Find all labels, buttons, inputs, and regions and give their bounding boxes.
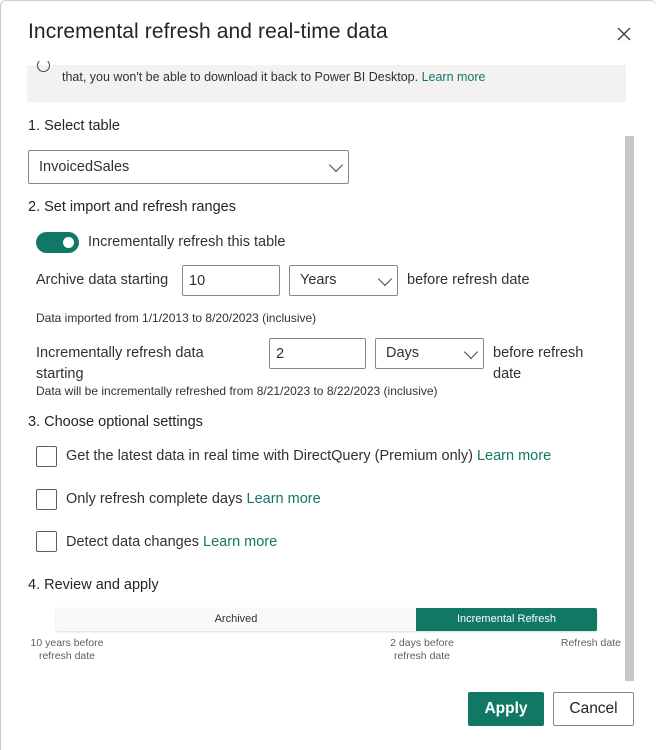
- section-select-table-heading: 1. Select table: [28, 118, 120, 134]
- archive-value-input[interactable]: [182, 265, 280, 296]
- incremental-suffix-line2: date: [493, 366, 522, 382]
- section-ranges-heading: 2. Set import and refresh ranges: [28, 199, 236, 215]
- archive-unit-value: Years: [300, 272, 337, 288]
- timeline-archived-segment: Archived: [56, 608, 416, 631]
- incremental-unit-dropdown[interactable]: [375, 338, 484, 369]
- vertical-scrollbar[interactable]: [625, 136, 634, 681]
- timeline-end-marker: Refresh date: [560, 637, 621, 649]
- close-button[interactable]: [613, 23, 635, 45]
- info-banner: [27, 65, 626, 102]
- close-icon: [613, 23, 635, 45]
- incremental-suffix-line1: before refresh: [493, 345, 584, 361]
- section-review-heading: 4. Review and apply: [28, 577, 159, 593]
- toggle-knob: [63, 237, 74, 248]
- archive-suffix: before refresh date: [407, 272, 530, 288]
- timeline-incremental-segment: Incremental Refresh: [416, 608, 597, 631]
- directquery-option: Get the latest data in real time with DirectQuery (Premium only) Learn more: [66, 448, 552, 464]
- info-text: that, you won't be able to download it back to Power BI Desktop. Learn more: [62, 70, 486, 84]
- chevron-down-icon: [329, 158, 343, 172]
- complete-days-learn-more-link[interactable]: Learn more: [246, 491, 321, 507]
- incremental-label-line2: starting: [36, 366, 84, 382]
- toggle-label: Incrementally refresh this table: [88, 234, 286, 250]
- incremental-value-input[interactable]: [269, 338, 366, 369]
- incremental-label-line1: Incrementally refresh data: [36, 345, 204, 361]
- timeline-start-marker: 10 years before refresh date: [30, 637, 104, 662]
- selected-table-value: InvoicedSales: [39, 159, 130, 175]
- refresh-timeline: [56, 608, 597, 631]
- complete-days-checkbox[interactable]: [36, 489, 57, 510]
- archive-label: Archive data starting: [36, 272, 169, 288]
- complete-days-option: Only refresh complete days Learn more: [66, 491, 321, 507]
- detect-changes-learn-more-link[interactable]: Learn more: [203, 534, 278, 550]
- table-select-dropdown[interactable]: [28, 150, 349, 184]
- cancel-button[interactable]: Cancel: [553, 692, 634, 726]
- info-icon: [37, 59, 50, 72]
- section-optional-heading: 3. Choose optional settings: [28, 414, 203, 430]
- archive-note: Data imported from 1/1/2013 to 8/20/2023 (inclusive): [36, 311, 317, 325]
- directquery-learn-more-link[interactable]: Learn more: [476, 448, 552, 464]
- incremental-note: Data will be incrementally refreshed from 8/21/2023 to 8/22/2023 (inclusive): [36, 384, 438, 398]
- detect-changes-option: Detect data changes Learn more: [66, 534, 278, 550]
- incremental-unit-value: Days: [386, 345, 420, 361]
- info-learn-more-link[interactable]: Learn more: [421, 70, 486, 84]
- chevron-down-icon: [464, 344, 478, 358]
- incremental-refresh-toggle[interactable]: [36, 232, 79, 253]
- directquery-checkbox[interactable]: [36, 446, 57, 467]
- chevron-down-icon: [378, 271, 392, 285]
- archive-unit-dropdown[interactable]: [289, 265, 398, 296]
- detect-changes-checkbox[interactable]: [36, 531, 57, 552]
- apply-button[interactable]: Apply: [468, 692, 544, 726]
- timeline-mid-marker: 2 days before refresh date: [390, 637, 454, 662]
- dialog-title: Incremental refresh and real-time data: [28, 20, 388, 43]
